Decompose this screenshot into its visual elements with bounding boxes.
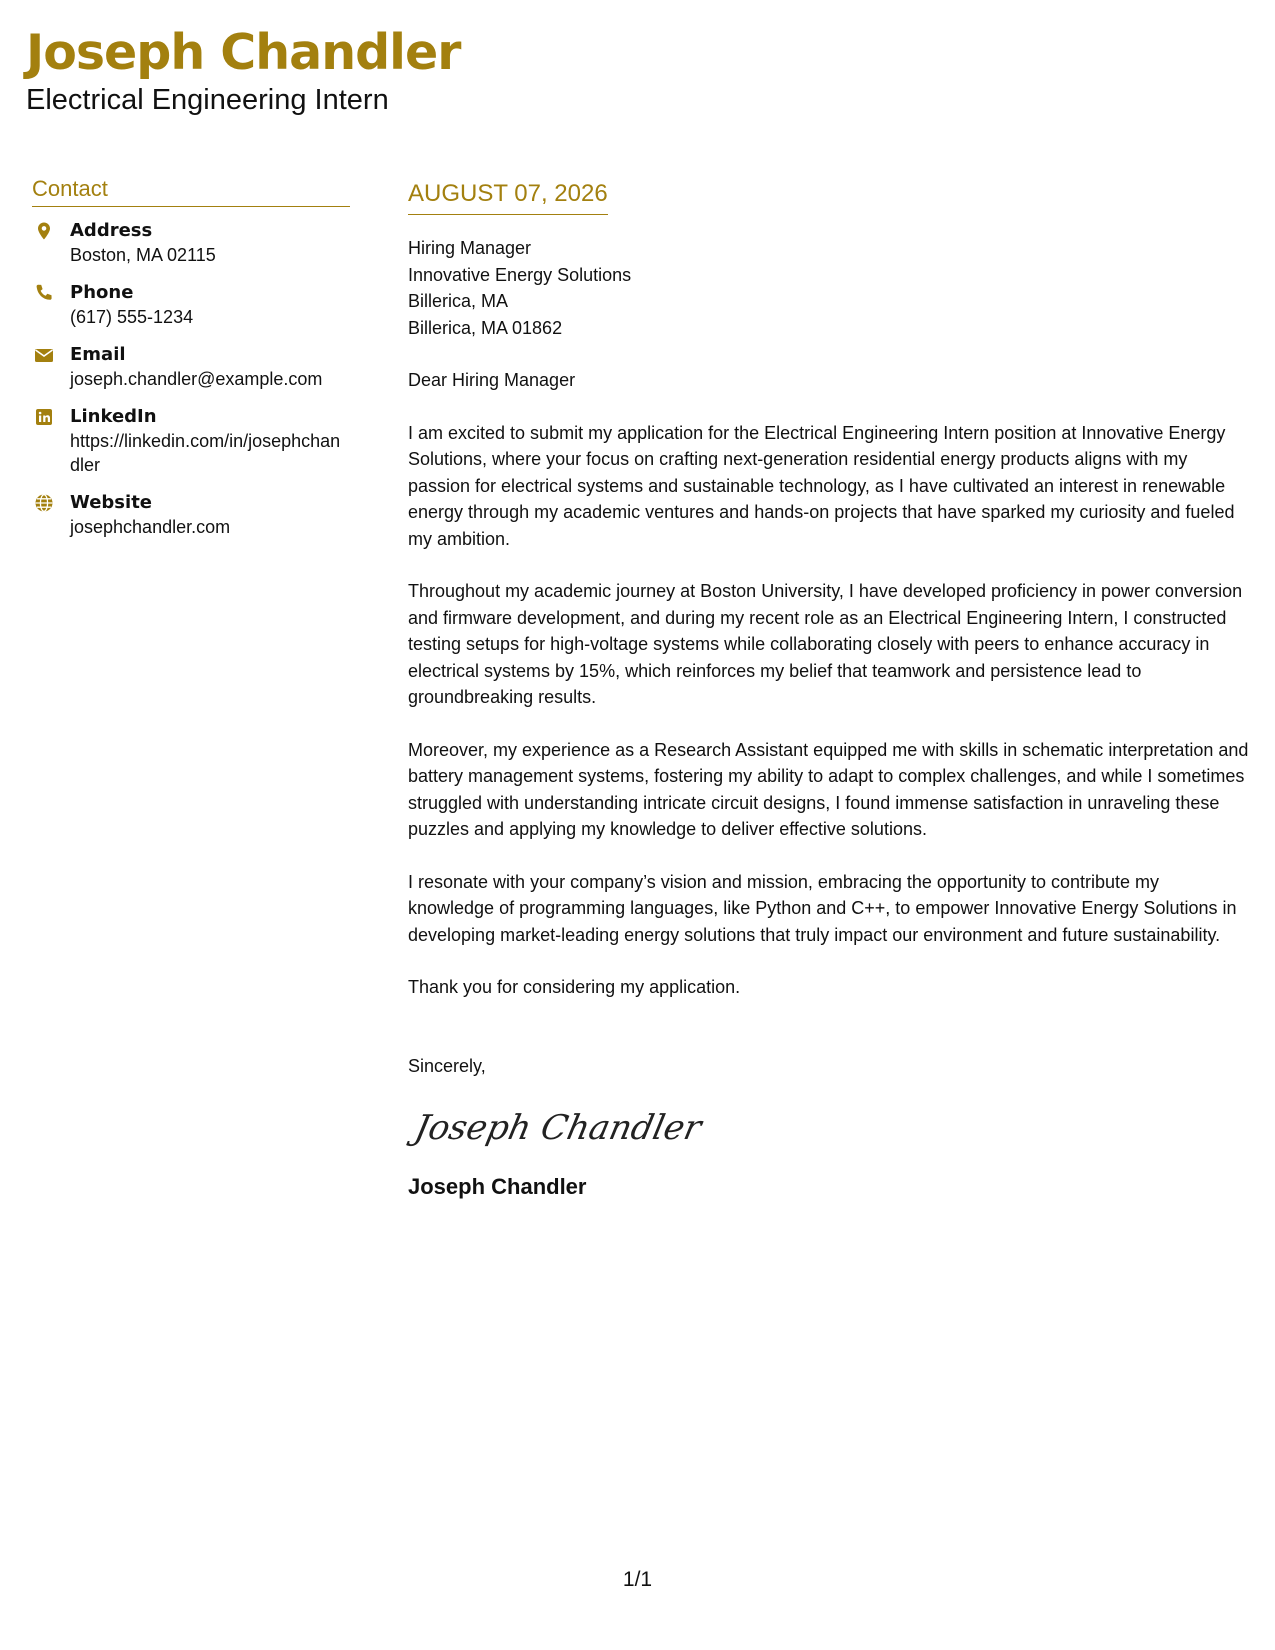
globe-icon (34, 493, 54, 513)
contact-label: LinkedIn (70, 406, 157, 427)
contact-value: (617) 555-1234 (70, 307, 194, 327)
contact-heading: Contact (32, 176, 350, 207)
contact-value: joseph.chandler@example.com (70, 369, 323, 389)
contact-label: Phone (70, 282, 134, 303)
letter-paragraph: Moreover, my experience as a Research Assistant equipped me with skills in schematic interpretation and battery management systems, fostering my ability to adapt to complex challenges, and while I sometimes struggled with understanding intricate circuit designs, I found immense satisfaction in unraveling these puzzles and applying my knowledge to deliver effective solutions. (408, 739, 1249, 839)
letter-paragraph: I am excited to submit my application for the Electrical Engineering Intern position at Innovative Energy Solutions, where your focus on crafting next-generation residential energy products aligns with my passion for electrical systems and sustainable technology, as I have cultivated an interest in renewable energy through my academic ventures and hands-on projects that have sparked my curiosity and fueled my ambition. (408, 422, 1235, 549)
contact-item-linkedin (32, 405, 350, 477)
contact-value: https://linkedin.com/in/josephchandler (70, 431, 341, 475)
recipient-block (408, 235, 1250, 341)
recipient-line: Innovative Energy Solutions (408, 264, 632, 285)
contact-item-phone (32, 281, 350, 329)
recipient-line: Hiring Manager (408, 238, 532, 258)
letter-date: AUGUST 07, 2026 (408, 178, 608, 215)
letter-body (408, 178, 1250, 1201)
contact-label: Email (70, 344, 126, 365)
phone-icon (34, 283, 54, 303)
contact-value: josephchandler.com (70, 517, 231, 537)
applicant-name: Joseph Chandler (26, 24, 461, 81)
recipient-line: Billerica, MA 01862 (408, 317, 563, 338)
letter-paragraph: I resonate with your company’s vision and mission, embracing the opportunity to contribute my knowledge of programming languages, like Python and C++, to empower Innovative Energy Solutions in developing market-leading energy solutions that truly impact our environment and future sustainability. (408, 871, 1237, 945)
letter-paragraph: Throughout my academic journey at Boston University, I have developed proficiency in power conversion and firmware development, and during my recent role as an Electrical Engineering Intern, I constructed testing setups for high-voltage systems while collaborating closely with peers to enhance accuracy in electrical systems by 15%, which reinforces my belief that teamwork and persistence lead to groundbreaking results. (408, 581, 1243, 707)
linkedin-icon (34, 407, 54, 427)
greeting: Dear Hiring Manager (408, 370, 576, 390)
recipient-line: Billerica, MA (408, 291, 509, 311)
page-number: 1/1 (622, 1568, 653, 1591)
closing: Sincerely, (408, 1055, 486, 1076)
envelope-icon (34, 345, 54, 365)
contact-label: Address (70, 220, 153, 241)
contact-item-website (32, 491, 350, 539)
applicant-role: Electrical Engineering Intern (26, 84, 389, 116)
letter-paragraph: Thank you for considering my application. (408, 977, 741, 997)
svg-text:Joseph Chandler: Joseph Chandler (411, 1108, 705, 1148)
contact-item-address (32, 219, 350, 267)
map-pin-icon (34, 221, 54, 241)
contact-sidebar (32, 176, 350, 553)
contact-label: Website (70, 492, 153, 513)
contact-value: Boston, MA 02115 (70, 245, 216, 265)
handwritten-signature (408, 1097, 1250, 1157)
signer-name: Joseph Chandler (408, 1174, 587, 1199)
contact-list (32, 219, 350, 539)
header (26, 24, 460, 118)
contact-item-email (32, 343, 350, 391)
